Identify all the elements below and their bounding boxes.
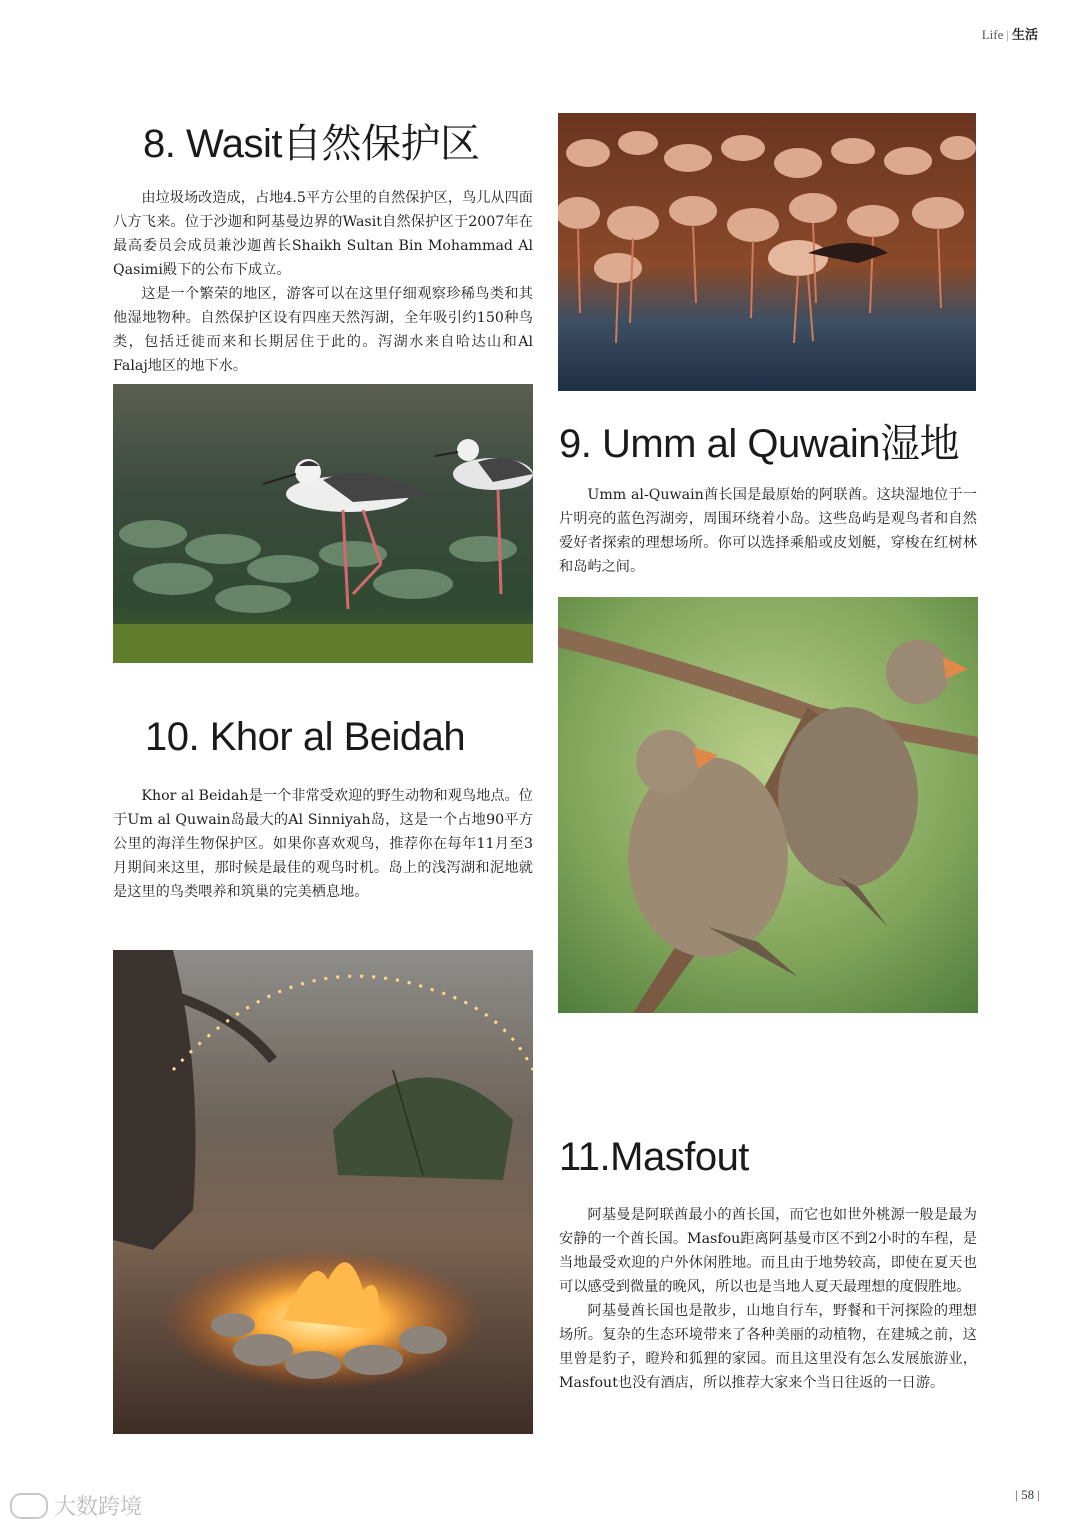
- stilt-birds-photo: [113, 384, 533, 663]
- section-8-paragraph-2: 这是一个繁荣的地区，游客可以在这里仔细观察珍稀鸟类和其他湿地物种。自然保护区设有四座天然泻湖，全年吸引约150种鸟类，包括迁徙而来和长期居住于此的。泻湖水来自哈达山和Al Falaj地区的地下水。: [113, 286, 533, 374]
- page-number-value: 58: [1021, 1487, 1035, 1502]
- watermark: [10, 1490, 142, 1521]
- section-10-paragraph-1: Khor al Beidah是一个非常受欢迎的野生动物和观鸟地点。位于Um al Quwain岛最大的Al Sinniyah岛，这是一个占地90平方公里的海洋生物保护区。如果你喜欢观鸟，推荐你在每年11月至3月期间来这里，那时候是最佳的观鸟时机。岛上的浅泻湖和泥地就是这里的鸟类喂养和筑巢的完美栖息地。: [113, 788, 533, 900]
- page-number: | 58 |: [1015, 1487, 1040, 1502]
- section-11-paragraph-2: 阿基曼酋长国也是散步，山地自行车，野餐和干河探险的理想场所。复杂的生态环境带来了各种美丽的动植物，在建城之前，这里曾是豹子，瞪羚和狐狸的家园。而且这里没有怎么发展旅游业，Masfout也没有酒店，所以推荐大家来个当日往返的一日游。: [559, 1303, 977, 1391]
- flamingo-photo: [558, 113, 976, 391]
- section-11-body: [559, 1203, 977, 1395]
- section-10-body: [113, 784, 533, 904]
- watermark-logo-icon: [10, 1493, 48, 1519]
- section-8-body: [113, 186, 533, 378]
- section-11-title: 11.Masfout: [559, 1135, 749, 1179]
- sparrows-photo: [558, 597, 978, 1013]
- section-8-title: 8. Wasit自然保护区: [143, 122, 480, 166]
- section-header: Life | 生活: [981, 27, 1038, 43]
- section-label-cn: 生活: [1011, 28, 1038, 43]
- section-11-paragraph-1: 阿基曼是阿联酋最小的酋长国，而它也如世外桃源一般是最为安静的一个酋长国。Masfou距离阿基曼市区不到2小时的车程，是当地最受欢迎的户外休闲胜地。而且由于地势较高，即使在夏天也可以感受到微量的晚风，所以也是当地人夏天最理想的度假胜地。: [559, 1207, 977, 1295]
- watermark-text: 大数跨境: [54, 1495, 143, 1520]
- section-9-body: [559, 483, 977, 579]
- section-8-paragraph-1: 由垃圾场改造成，占地4.5平方公里的自然保护区，鸟儿从四面八方飞来。位于沙迦和阿基曼边界的Wasit自然保护区于2007年在最高委员会成员兼沙迦酋长Shaikh Sultan Bin Mohammad Al Qasimi殿下的公布下成立。: [113, 190, 533, 278]
- section-9-title: 9. Umm al Quwain湿地: [559, 422, 959, 466]
- section-10-title: 10. Khor al Beidah: [145, 715, 466, 759]
- section-label-en: Life: [981, 27, 1004, 42]
- campfire-photo: [113, 950, 533, 1434]
- section-9-paragraph-1: Umm al-Quwain酋长国是最原始的阿联酋。这块湿地位于一片明亮的蓝色泻湖旁，周围环绕着小岛。这些岛屿是观鸟者和自然爱好者探索的理想场所。你可以选择乘船或皮划艇，穿梭在红树林和岛屿之间。: [559, 487, 977, 575]
